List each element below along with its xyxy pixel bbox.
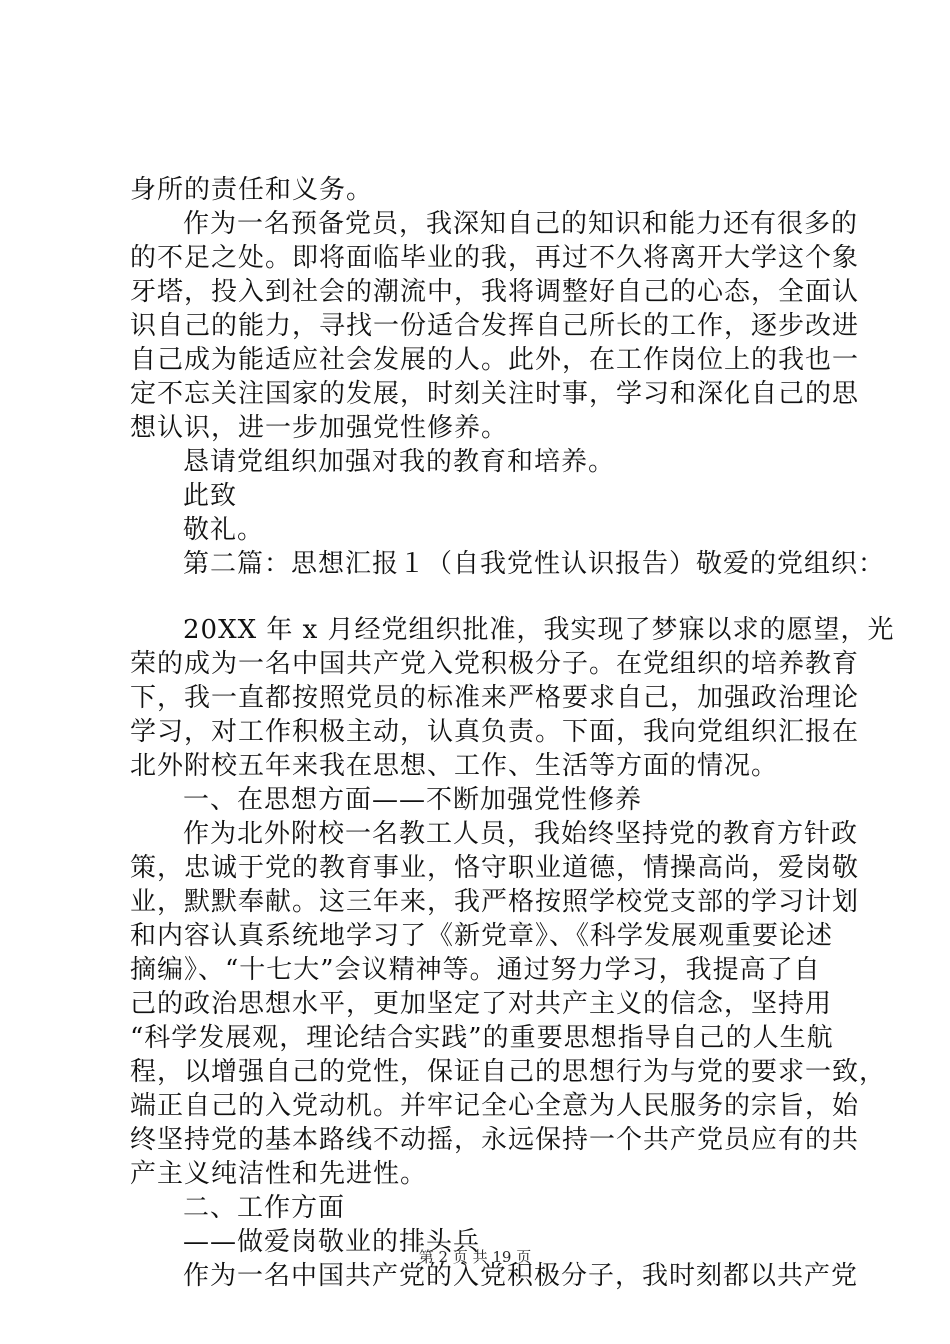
text-line: 策，忠诚于党的教育事业，恪守职业道德，情操高尚，爱岗敬 [130, 853, 860, 883]
text-line: 作为一名中国共产党的入党积极分子，我时刻都以共产党 [183, 1261, 859, 1291]
text-line: 的不足之处。即将面临毕业的我，再过不久将离开大学这个象 [130, 243, 860, 273]
subheading: 一、在思想方面——不断加强党性修养 [183, 785, 643, 815]
text-line: 学习，对工作积极主动，认真负责。下面，我向党组织汇报在 [130, 717, 860, 747]
closing-regards: 敬礼。 [183, 515, 265, 545]
text-line: 自己成为能适应社会发展的人。此外，在工作岗位上的我也一 [130, 345, 860, 375]
text-line: 北外附校五年来我在思想、工作、生活等方面的情况。 [130, 751, 779, 781]
section-heading: 第二篇：思想汇报１（自我党性认识报告）敬爱的党组织： [183, 549, 886, 579]
text-line: 作为北外附校一名教工人员，我始终坚持党的教育方针政 [183, 819, 859, 849]
text-line: 定不忘关注国家的发展，时刻关注时事，学习和深化自己的思 [130, 379, 860, 409]
text-line: 下，我一直都按照党员的标准来严格要求自己，加强政治理论 [130, 683, 860, 713]
text-line: 和内容认真系统地学习了《新党章》、《科学发展观重要论述 [130, 921, 834, 951]
text-line: 终坚持党的基本路线不动摇，永远保持一个共产党员应有的共 [130, 1125, 860, 1155]
text-line: “科学发展观，理论结合实践”的重要思想指导自己的人生航 [130, 1023, 834, 1053]
text-line: 程，以增强自己的党性，保证自己的思想行为与党的要求一致， [130, 1057, 887, 1087]
text-line: 作为一名预备党员，我深知自己的知识和能力还有很多的 [183, 209, 859, 239]
text-line: 业，默默奉献。这三年来，我严格按照学校党支部的学习计划 [130, 887, 860, 917]
text-line: 端正自己的入党动机。并牢记全心全意为人民服务的宗旨，始 [130, 1091, 860, 1121]
text-line: 想认识，进一步加强党性修养。 [130, 413, 509, 443]
text-line: 恳请党组织加强对我的教育和培养。 [183, 447, 616, 477]
subheading: 二、工作方面 [183, 1193, 346, 1223]
text-line: 荣的成为一名中国共产党入党积极分子。在党组织的培养教育 [130, 649, 860, 679]
text-line: 20XX 年 x 月经党组织批准，我实现了梦寐以求的愿望，光 [183, 615, 895, 645]
text-line: 己的政治思想水平，更加坚定了对共产主义的信念，坚持用 [130, 989, 833, 1019]
text-line: 牙塔，投入到社会的潮流中，我将调整好自己的心态，全面认 [130, 277, 860, 307]
text-line: 摘编》、“十七大”会议精神等。通过努力学习，我提高了自 [130, 955, 821, 985]
closing-salutation: 此致 [183, 481, 238, 511]
text-line: 识自己的能力，寻找一份适合发挥自己所长的工作，逐步改进 [130, 311, 860, 341]
text-line: 产主义纯洁性和先进性。 [130, 1159, 428, 1189]
text-line: 身所的责任和义务。 [130, 175, 374, 205]
page-footer: 第 2 页 共 19 页 [418, 1248, 532, 1266]
subheading: ——做爱岗敬业的排头兵 [183, 1227, 481, 1257]
